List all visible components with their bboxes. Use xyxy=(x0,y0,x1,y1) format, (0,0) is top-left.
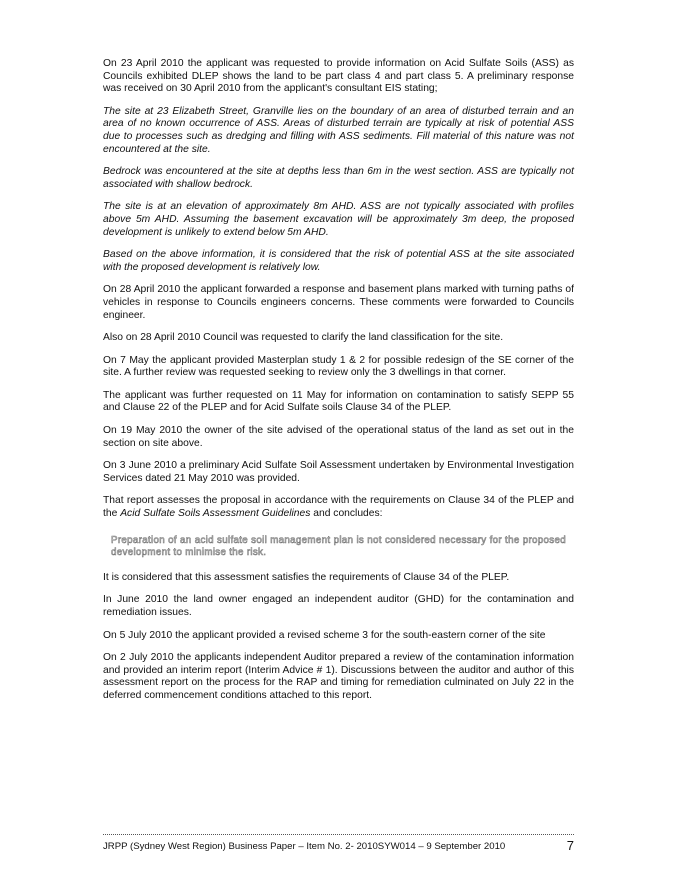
paragraph-revised-scheme: On 5 July 2010 the applicant provided a revised scheme 3 for the south-eastern corner of the site xyxy=(103,629,546,641)
paragraph-operational-status: On 19 May 2010 the owner of the site advised of the operational status of the land as set out in the section on site above. xyxy=(103,425,574,449)
paragraph-interim-report: On 2 July 2010 the applicants independent Auditor prepared a review of the contamination information and provided an interim report (Interim Advice # 1). Discussions between the auditor and author of this assessment report on the process for the RAP and timing for remediation culminated on July 22 in the deferred commencement conditions attached to this report. xyxy=(103,652,574,701)
paragraph-basement-plans: On 28 April 2010 the applicant forwarded a response and basement plans marked with turning paths of vehicles in response to Councils engineers concerns. These comments were forwarded to Councils engineer. xyxy=(103,284,574,321)
guidelines-title: Acid Sulfate Soils Assessment Guidelines xyxy=(120,508,311,520)
paragraph-report-assessment xyxy=(103,495,574,520)
paragraph-report-assessment-lead: That report assesses the proposal in accordance with the requirements on Clause 34 of the PLEP and the xyxy=(103,495,574,520)
paragraph-eis-site-boundary: The site at 23 Elizabeth Street, Granville lies on the boundary of an area of disturbed terrain and an area of no known occurrence of ASS. Areas of disturbed terrain are typically at risk of potential ASS due to processes such as dredging and filling with ASS sediments. Fill material of this nature was not encountered at the site. xyxy=(103,105,574,155)
footer-text: JRPP (Sydney West Region) Business Paper – Item No. 2- 2010SYW014 – 9 September 2010 xyxy=(103,841,506,852)
paragraph-ass-request: On 23 April 2010 the applicant was requested to provide information on Acid Sulfate Soils (ASS) as Councils exhibited DLEP shows the land to be part class 4 and part class 5. A preliminary response was received on 30 April 2010 from the applicant's consultant EIS stating; xyxy=(103,58,574,95)
paragraph-eis-conclusion: Based on the above information, it is considered that the risk of potential ASS at the site associated with the proposed development is relatively low. xyxy=(103,249,574,273)
document-body xyxy=(103,58,574,713)
paragraph-report-assessment-tail: and concludes: xyxy=(310,508,383,520)
paragraph-eis-elevation: The site is at an elevation of approximately 8m AHD. ASS are not typically associated with profiles above 5m AHD. Assuming the basement excavation will be approximately 3m deep, the proposed development is unlikely to extend below 5m AHD. xyxy=(103,201,574,238)
paragraph-contamination-request: The applicant was further requested on 11 May for information on contamination to satisfy SEPP 55 and Clause 22 of the PLEP and for Acid Sulfate soils Clause 34 of the PLEP. xyxy=(103,389,574,414)
paragraph-eis-bedrock: Bedrock was encountered at the site at depths less than 6m in the west section. ASS are typically not associated with shallow bedrock. xyxy=(103,166,574,190)
paragraph-land-classification: Also on 28 April 2010 Council was requested to clarify the land classification for the site. xyxy=(103,332,504,344)
paragraph-masterplan-study: On 7 May the applicant provided Masterplan study 1 & 2 for possible redesign of the SE corner of the site. A further review was requested seeking to review only the 3 dwellings in that corner. xyxy=(103,354,574,379)
page-footer xyxy=(103,838,574,853)
paragraph-independent-auditor: In June 2010 the land owner engaged an independent auditor (GHD) for the contamination and remediation issues. xyxy=(103,594,574,618)
footer-divider xyxy=(103,834,574,835)
paragraph-clause-34-satisfied: It is considered that this assessment satisfies the requirements of Clause 34 of the PLEP. xyxy=(103,571,510,583)
page-number: 7 xyxy=(566,838,574,853)
paragraph-preliminary-assessment: On 3 June 2010 a preliminary Acid Sulfate Soil Assessment undertaken by Environmental Investigation Services dated 21 May 2010 was provided. xyxy=(103,460,574,484)
quoted-conclusion: Preparation of an acid sulfate soil management plan is not considered necessary for the proposed development to minimise the risk. xyxy=(111,534,566,559)
